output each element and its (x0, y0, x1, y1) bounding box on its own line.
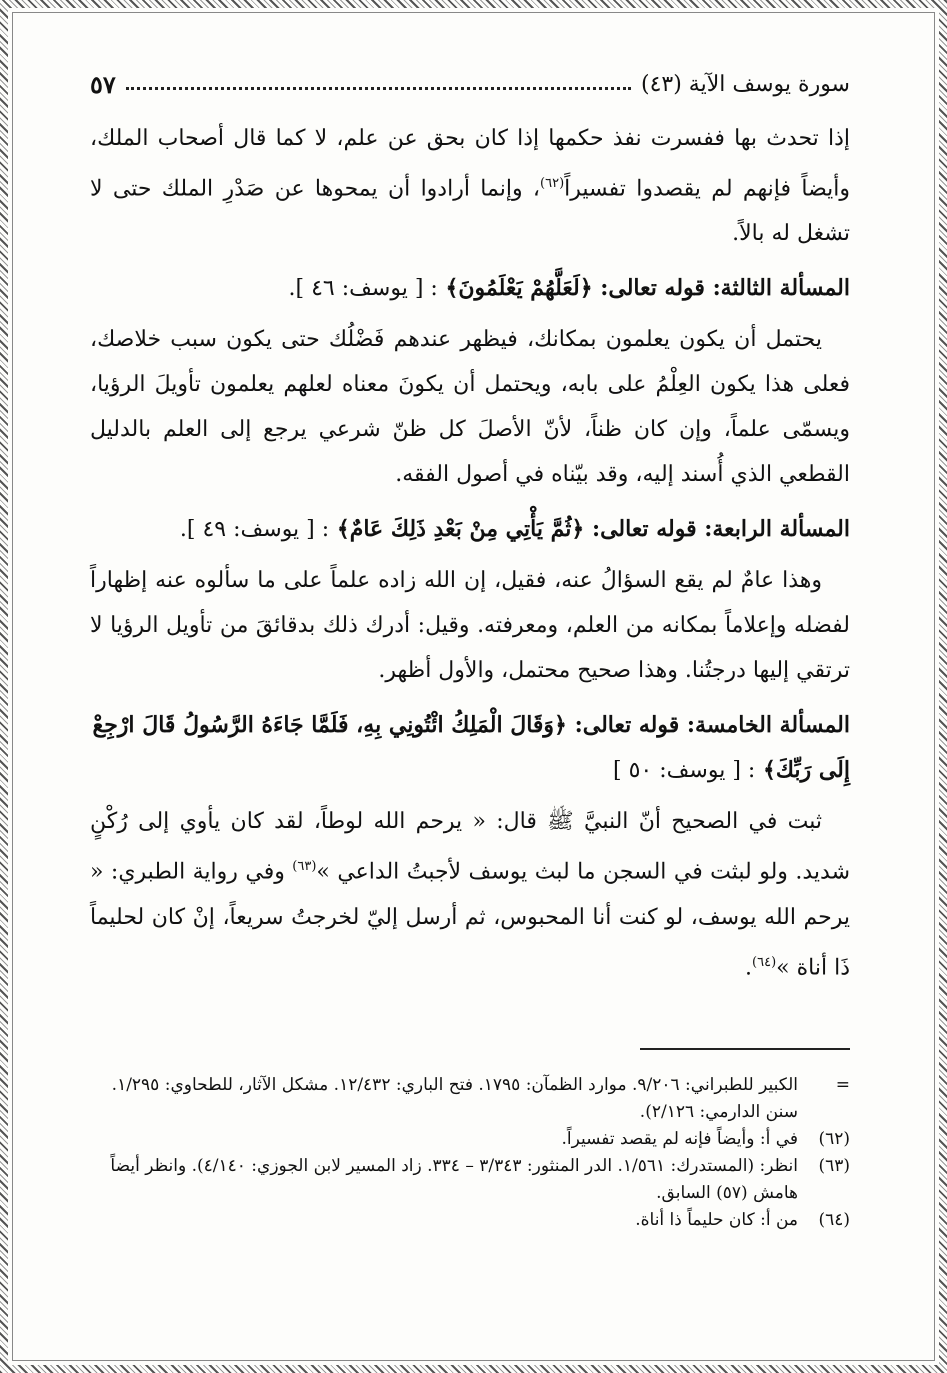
intro-paragraph (90, 116, 850, 256)
question-5-paragraph (90, 799, 850, 990)
question-3-label: المسألة الثالثة: قوله تعالى: (600, 275, 850, 302)
footnote-text: انظر: (المستدرك: ١/٥٦١. الدر المنثور: ٣/٣٤٣ – ٣٣٤. زاد المسير لابن الجوزي: ٤/١٤٠). وانظر أيضاً هامش (٥٧) السابق. (110, 1156, 798, 1203)
hadith-end: . (745, 954, 753, 980)
footnote-ref-62: (٦٢) (540, 176, 565, 191)
question-3-heading (90, 266, 850, 311)
footnote-ref-63: (٦٣) (292, 859, 317, 875)
footnote-63 (90, 1153, 850, 1207)
question-5-ref: : [ يوسف: ٥٠ ] (613, 758, 756, 784)
footnote-number: (٦٤) (818, 1210, 850, 1230)
question-5-label: المسألة الخامسة: قوله تعالى: (574, 712, 850, 739)
intro-line-1: إذا تحدث بها ففسرت نفذ حكمها إذا كان بحق عن علم، لا كما قال أصحاب الملك، (90, 126, 850, 151)
running-header (90, 62, 850, 106)
header-dotted-leader (126, 87, 631, 90)
footnote-ref-64: (٦٤) (752, 954, 777, 970)
page-number: ٥٧ (90, 69, 116, 99)
footnote-number: (٦٢) (818, 1129, 850, 1149)
footnote-text: من أ: كان حليماً ذا أناة. (635, 1210, 798, 1230)
question-3-ref: : [ يوسف: ٤٦ ]. (288, 276, 438, 302)
hadith-text-1: ثبت في الصحيح أنّ النبيَّ ﷺ قال: « يرحم الله لوطاً، لقد كان يأوي إلى رُكْنٍ شديد. ولو لبثت في السجن ما لبث يوسف لأجبتُ الداعي » (90, 809, 850, 885)
question-5-verse: ﴿وَقَالَ الْمَلِكُ ائْتُونِي بِهِ، فَلَمَّا جَاءَهُ الرَّسُولُ قَالَ ارْجِعْ إِلَى رَبِّكَ﴾ (92, 712, 850, 784)
footnote-divider (640, 1048, 850, 1050)
question-5-heading (90, 703, 850, 793)
question-4-verse: ﴿ثُمَّ يَأْتِي مِنْ بَعْدِ ذَلِكَ عَامٌ﴾ (336, 516, 585, 543)
footnote-64 (90, 1207, 850, 1234)
question-4-paragraph: وهذا عامٌ لم يقع السؤالُ عنه، فقيل، إن الله زاده علماً على ما سألوه عنه إظهاراً لفضله وإعلاماً بمكانه من العلم، ومعرفته. وقيل: أدرك ذلك بدقائقَ من تأويل الرؤيا لا ترتقي إليها درجتُنا. وهذا صحيح محتمل، والأول أظهر. (90, 568, 850, 684)
question-3-paragraph: يحتمل أن يكون يعلمون بمكانك، فيظهر عندهم فَضْلُك حتى يكون سبب خلاصك، فعلى هذا يكون العِلْمُ على بابه، ويحتمل أن يكونَ معناه لعلهم يعلمون تأويلَ الرؤيا، ويسمّى علماً، وإن كان ظناً، لأنّ الأصلَ كل ظنّ شرعي يرجع إلى العلم بالدليل القطعي الذي أُسند إليه، وقد بيّناه في أصول الفقه. (90, 327, 850, 488)
footnotes-section (90, 1048, 850, 1234)
footnote-text: الكبير للطبراني: ٩/٢٠٦. موارد الظمآن: ١٧٩٥. فتح الباري: ١٢/٤٣٢. مشكل الآثار، للطحاوي: ١/٢٩٥. سنن الدارمي: ٢/١٢٦). (111, 1075, 798, 1122)
intro-line-3: ، وإنما أرادوا أن يمحوها عن صَدْرِ الملك حتى لا تشغل له بالاً. (90, 176, 850, 247)
footnote-number: (٦٣) (818, 1156, 850, 1176)
footnote-text: في أ: وأيضاً فإنه لم يقصد تفسيراً. (561, 1129, 798, 1149)
footnote-number: = (835, 1075, 850, 1095)
question-4-heading (90, 507, 850, 552)
header-title: سورة يوسف الآية (٤٣) (640, 71, 850, 97)
footnote-62 (90, 1126, 850, 1153)
intro-line-2: وأيضاً فإنهم لم يقصدوا تفسيراً (564, 176, 851, 202)
question-4-label: المسألة الرابعة: قوله تعالى: (591, 516, 850, 543)
page-content (90, 62, 850, 990)
footnote-continued (90, 1072, 850, 1126)
question-3-verse: ﴿لَعَلَّهُمْ يَعْلَمُونَ﴾ (445, 275, 593, 302)
hadith-text-2: وفي رواية الطبري: « يرحم الله يوسف، لو كنت أنا المحبوس، ثم أرسل إليّ لخرجتُ سريعاً، إنْ كان لحليماً ذَا أناة » (90, 859, 851, 980)
question-4-ref: : [ يوسف: ٤٩ ]. (179, 517, 330, 543)
main-text (90, 116, 850, 990)
